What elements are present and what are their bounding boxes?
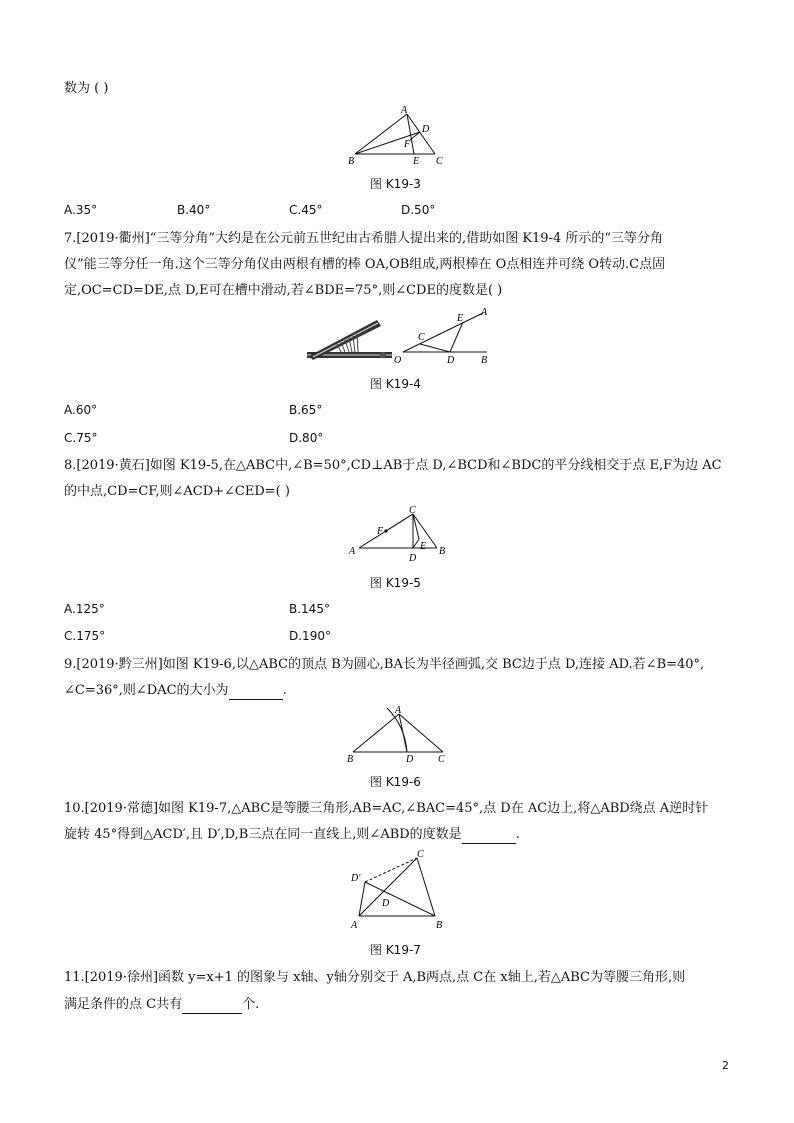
q8-option-a: A.125° [64,602,105,616]
caption-k19-6: 图 K19-6 [370,775,421,789]
q11-stem-line1: 11.[2019·徐州]函数 y=x+1 的图象与 x轴、y轴分别交于 A,B两点,点 C在 x轴上,若△ABC为等腰三角形,则 [64,970,686,985]
figure-k19-4 [305,308,500,368]
q11-stem-text: 满足条件的点 C共有 [64,997,183,1012]
fig5-label-e: E [420,541,427,552]
q7-option-b: B.65° [289,403,323,417]
q7-stem-line3: 定,OC=CD=DE,点 D,E可在槽中滑动,若∠BDE=75°,则∠CDE的度数是( ) [64,283,503,298]
fig7-label-a: A [351,920,358,931]
fig6-label-d: D [406,754,414,765]
figure-k19-3 [340,104,450,168]
q10-answer-blank[interactable] [462,829,516,844]
q8-option-d: D.190° [289,629,331,643]
q7-stem-line2: 仪”能三等分任一角.这个三等分角仪由两根有槽的棒 OA,OB组成,两根棒在 O点相连并可绕 O转动.C点固 [64,257,666,272]
q10-stem-end: . [515,827,520,842]
q9-stem-line1: 9.[2019·黔三州]如图 K19-6,以△ABC的顶点 B为圆心,BA长为半径画弧,交 BC边于点 D,连接 AD.若∠B=40°, [64,657,705,672]
caption-k19-3: 图 K19-3 [370,177,421,191]
fig4-label-a: A [481,308,488,318]
fig5-label-f: F [377,526,384,537]
q7-option-c: C.75° [64,431,98,445]
fig5-label-d: D [409,553,417,564]
fig7-label-b: B [436,920,443,931]
q8-option-c: C.175° [64,629,106,643]
q7-stem-line1: 7.[2019·衢州]“三等分角”大约是在公元前五世纪由古希腊人提出来的,借助如图 K19-4 所示的“三等分角 [64,231,664,246]
fig3-label-b: B [348,156,355,167]
fig5-label-c: C [409,506,416,516]
q8-stem-line2: 的中点,CD=CF,则∠ACD+∠CED=( ) [64,484,290,499]
fig4-label-o: O [394,355,402,366]
caption-k19-5: 图 K19-5 [370,576,421,590]
fig5-label-b: B [439,546,446,557]
q10-stem-line1: 10.[2019·常德]如图 K19-7,△ABC是等腰三角形,AB=AC,∠BAC=45°,点 D在 AC边上,将△ABD绕点 A逆时针 [64,801,709,816]
caption-k19-4: 图 K19-4 [370,377,421,391]
fig6-label-c: C [438,754,445,765]
fig4-label-e: E [457,313,464,324]
trisector-device [307,320,392,360]
fig7-label-c: C [417,849,424,860]
q10-stem-text: 旋转 45°得到△ACD′,且 D′,D,B三点在同一直线上,则∠ABD的度数是 [64,827,462,842]
fig4-label-d: D [447,355,455,366]
fig7-label-d: D [382,898,390,909]
fig3-label-f: F [404,139,411,150]
q11-answer-blank[interactable] [182,999,242,1014]
fig4-label-b: B [481,355,488,366]
fig3-label-d: D [422,124,430,135]
fig4-label-c: C [418,332,425,343]
fig6-label-b: B [347,754,354,765]
q6-option-a: A.35° [64,203,98,217]
q8-stem-line1: 8.[2019·黄石]如图 K19-5,在△ABC中,∠B=50°,CD⊥AB于点 D,∠BCD和∠BDC的平分线相交于点 E,F为边 AC [64,458,722,473]
fig7-label-dprime: D′ [351,873,361,884]
q9-answer-blank[interactable] [229,685,283,700]
fig3-label-a: A [401,105,408,116]
q9-stem-text: ∠C=36°,则∠DAC的大小为 [64,683,229,698]
q11-stem-line2 [64,996,259,1014]
figure-k19-7 [345,848,455,934]
q6-stem-tail: 数为 ( ) [64,81,109,96]
q8-option-b: B.145° [289,602,330,616]
q7-option-a: A.60° [64,403,98,417]
page-number: 2 [722,1059,729,1072]
q6-option-b: B.40° [177,203,211,217]
q11-stem-end: 个. [242,997,260,1012]
caption-k19-7: 图 K19-7 [370,943,421,957]
fig5-label-a: A [349,546,356,557]
q9-stem-line2 [64,682,287,700]
fig3-label-e: E [413,156,420,167]
figure-k19-5 [345,506,450,566]
fig3-label-c: C [436,156,443,167]
q9-stem-end: . [282,683,287,698]
q6-option-c: C.45° [289,203,323,217]
q10-stem-line2 [64,826,520,844]
fig6-label-a: A [395,705,402,716]
q7-option-d: D.80° [289,431,324,445]
q6-option-d: D.50° [401,203,436,217]
figure-k19-6 [345,704,455,766]
